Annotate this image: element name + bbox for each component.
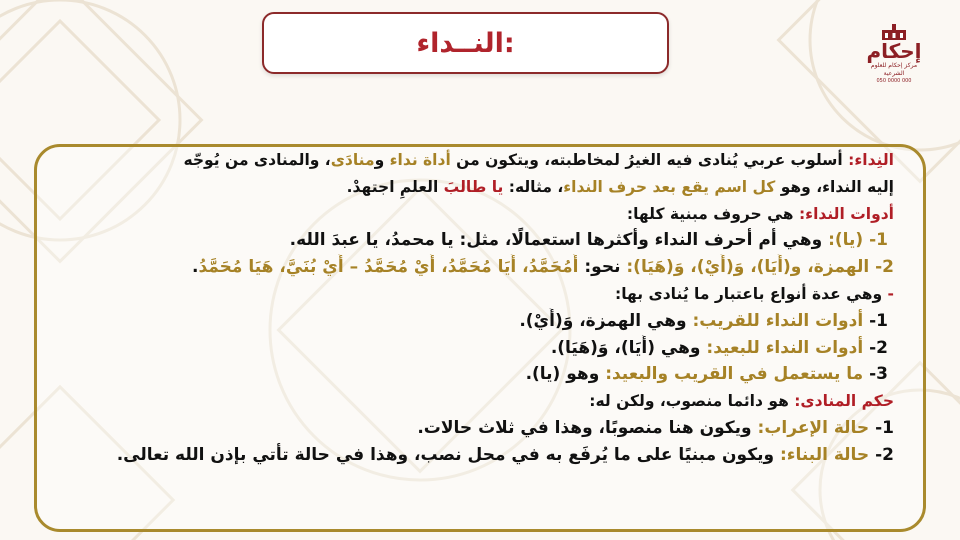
line-ruling — [54, 388, 894, 415]
text-segment: هو دائما منصوب، ولكن له: — [589, 392, 795, 411]
line-definition — [54, 147, 894, 174]
text-segment: ، مثاله: — [503, 177, 564, 196]
number: 1- — [869, 417, 894, 438]
text-segment: العلمِ اجتهدْ. — [346, 177, 444, 196]
text-segment: وهو (يا). — [525, 364, 606, 385]
logo-phone: 050 0000 000 — [876, 78, 912, 84]
heading-ruling: حكم المنادى: — [794, 392, 894, 411]
text-segment: و — [374, 151, 390, 169]
text-segment: إليه النداء، وهو — [775, 177, 894, 196]
number: 3- — [863, 364, 888, 385]
line-tool-ya — [54, 227, 894, 254]
tool-ya: 1- (يا): — [828, 230, 888, 251]
text-segment: ، والمنادى من يُوجّه — [183, 151, 331, 169]
line-definition-cont — [54, 174, 894, 201]
bullet: - — [882, 284, 894, 303]
number: 2- — [863, 337, 888, 358]
heading-tools: أدوات النداء: — [798, 204, 894, 223]
line-tools-heading — [54, 201, 894, 228]
tool-hamza: 2- الهمزة، و(أَيَا)، وَ(أَيْ)، وَ(هَيَا): — [626, 257, 894, 278]
heading-both: ما يستعمل في القريب والبعيد: — [605, 364, 864, 385]
text-segment: وهي أم أحرف النداء وأكثرها استعمالًا، مثل: يا محمدُ، يا عبدَ الله. — [289, 230, 829, 251]
text-segment: أسلوب عربي يُنادى فيه الغيرُ لمخاطبته، ويتكون من — [450, 151, 849, 169]
mosque-icon — [879, 24, 909, 40]
term-munada: منادَى — [330, 151, 375, 169]
highlight-definition: كل اسم يقع بعد حرف النداء — [563, 177, 776, 196]
line-irab — [54, 415, 894, 442]
logo-word: إحكام — [866, 39, 922, 63]
lesson-text — [54, 147, 894, 469]
term-adat: أداة نداء — [389, 151, 451, 169]
text-segment: ويكون مبنيًا على ما يُرفَع به في محل نصب، وهذا في حالة تأتي بإذن الله تعالى. — [116, 444, 780, 465]
heading-irab: حالة الإعراب: — [757, 417, 870, 438]
line-both — [54, 361, 894, 388]
text-segment: وهي (أَيَا)، وَ(هَيَا). — [550, 337, 707, 358]
line-types — [54, 281, 894, 308]
text-segment: ويكون هنا منصوبًا، وهذا في ثلاث حالات. — [417, 417, 758, 438]
number: 2- — [869, 444, 894, 465]
logo — [862, 24, 926, 90]
number: 1- — [863, 310, 888, 331]
text-segment: . — [191, 257, 199, 278]
title-box — [262, 12, 669, 74]
line-near — [54, 308, 894, 335]
line-tool-hamza — [54, 254, 894, 281]
line-far — [54, 335, 894, 362]
heading-near: أدوات النداء للقريب: — [692, 310, 864, 331]
text-segment: وهي الهمزة، وَ(أَيْ). — [519, 310, 693, 331]
line-binaa — [54, 442, 894, 469]
heading-binaa: حالة البناء: — [779, 444, 870, 465]
term-nidaa: النِداء: — [848, 151, 894, 169]
examples-highlight: أَمُحَمَّدُ، أَيَا مُحَمَّدُ، أَيْ مُحَمَّدُ – أَيْ بُنَيَّ، هَيَا مُحَمَّدُ — [198, 257, 579, 278]
logo-subtitle: مركز إحكام للعلوم الشرعية — [870, 62, 918, 77]
example-highlight: يا طالبَ — [443, 177, 504, 196]
heading-far: أدوات النداء للبعيد: — [706, 337, 864, 358]
text-segment: نحو: — [578, 257, 627, 278]
slide-title: النــداء: — [416, 27, 515, 59]
text-segment: وهي عدة أنواع باعتبار ما يُنادى بها: — [615, 284, 883, 303]
text-segment: هي حروف مبنية كلها: — [626, 204, 799, 223]
